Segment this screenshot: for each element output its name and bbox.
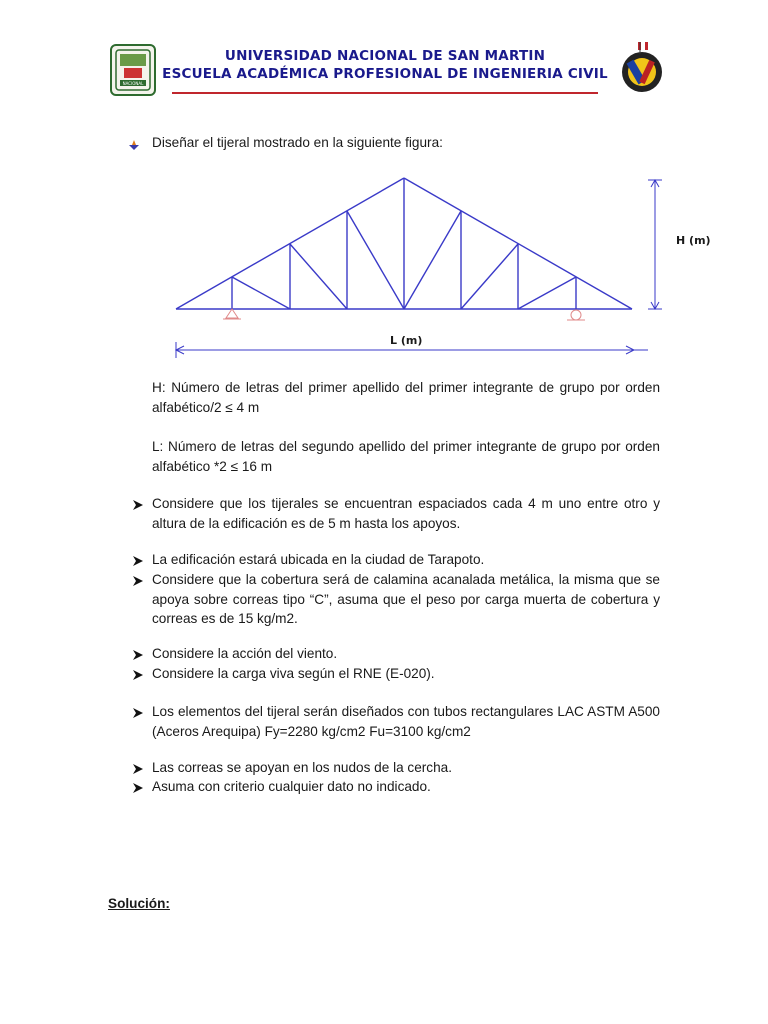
bullet-arrow-icon — [132, 762, 144, 774]
svg-text:NACIONAL: NACIONAL — [122, 81, 144, 86]
definition-h: H: Número de letras del primer apellido del primer integrante de grupo por orden alfabético/2 ≤ 4 m — [152, 380, 660, 415]
solution-heading: Solución: — [108, 896, 170, 911]
bullet-arrow-icon — [132, 781, 144, 793]
bullet-arrow-icon — [132, 648, 144, 660]
definition-l: L: Número de letras del segundo apellido del primer integrante de grupo por orden alfabético *2 ≤ 16 m — [152, 439, 660, 474]
requirement-item: Los elementos del tijeral serán diseñados con tubos rectangulares LAC ASTM A500 (Aceros Arequipa) Fy=2280 kg/cm2 Fu=3100 kg/cm2 — [152, 704, 660, 739]
requirement-item: Considere que los tijerales se encuentran espaciados cada 4 m uno entre otro y altura de la edificación es de 5 m hasta los apoyos. — [152, 496, 660, 531]
school-name: ESCUELA ACADÉMICA PROFESIONAL DE INGENIERIA CIVIL — [162, 66, 608, 82]
requirement-item: La edificación estará ubicada en la ciudad de Tarapoto. — [152, 552, 485, 567]
requirement-item: Asuma con criterio cualquier dato no indicado. — [152, 779, 431, 794]
requirement-item: Considere la carga viva según el RNE (E-020). — [152, 666, 435, 681]
requirement-item: Las correas se apoyan en los nudos de la cercha. — [152, 760, 453, 775]
bullet-arrow-icon — [132, 706, 144, 718]
university-name: UNIVERSIDAD NACIONAL DE SAN MARTIN — [224, 48, 546, 64]
engineering-emblem — [616, 38, 666, 100]
bullet-arrow-icon — [132, 554, 144, 566]
requirement-item: Considere la acción del viento. — [152, 646, 338, 661]
height-label: H (m) — [676, 234, 711, 247]
roller-support — [571, 310, 581, 320]
intro-text: Diseñar el tijeral mostrado en la siguiente figura: — [152, 135, 443, 150]
truss-members — [176, 178, 632, 309]
header-rule — [172, 92, 598, 94]
length-label: L (m) — [390, 334, 423, 347]
bullet-arrow-icon — [132, 498, 144, 510]
truss-figure — [168, 170, 728, 362]
requirement-item: Considere que la cobertura será de calamina acanalada metálica, la misma que se apoya sobre correas tipo “C”, asuma que el peso por carga muerta de cobertura y correas es de 15 kg/m2. — [152, 572, 660, 626]
university-logo — [110, 44, 156, 96]
bullet-arrow-icon — [132, 668, 144, 680]
pin-support — [226, 309, 238, 318]
height-dimension — [648, 180, 662, 309]
intro-bullet-icon — [128, 138, 140, 150]
bullet-arrow-icon — [132, 574, 144, 586]
